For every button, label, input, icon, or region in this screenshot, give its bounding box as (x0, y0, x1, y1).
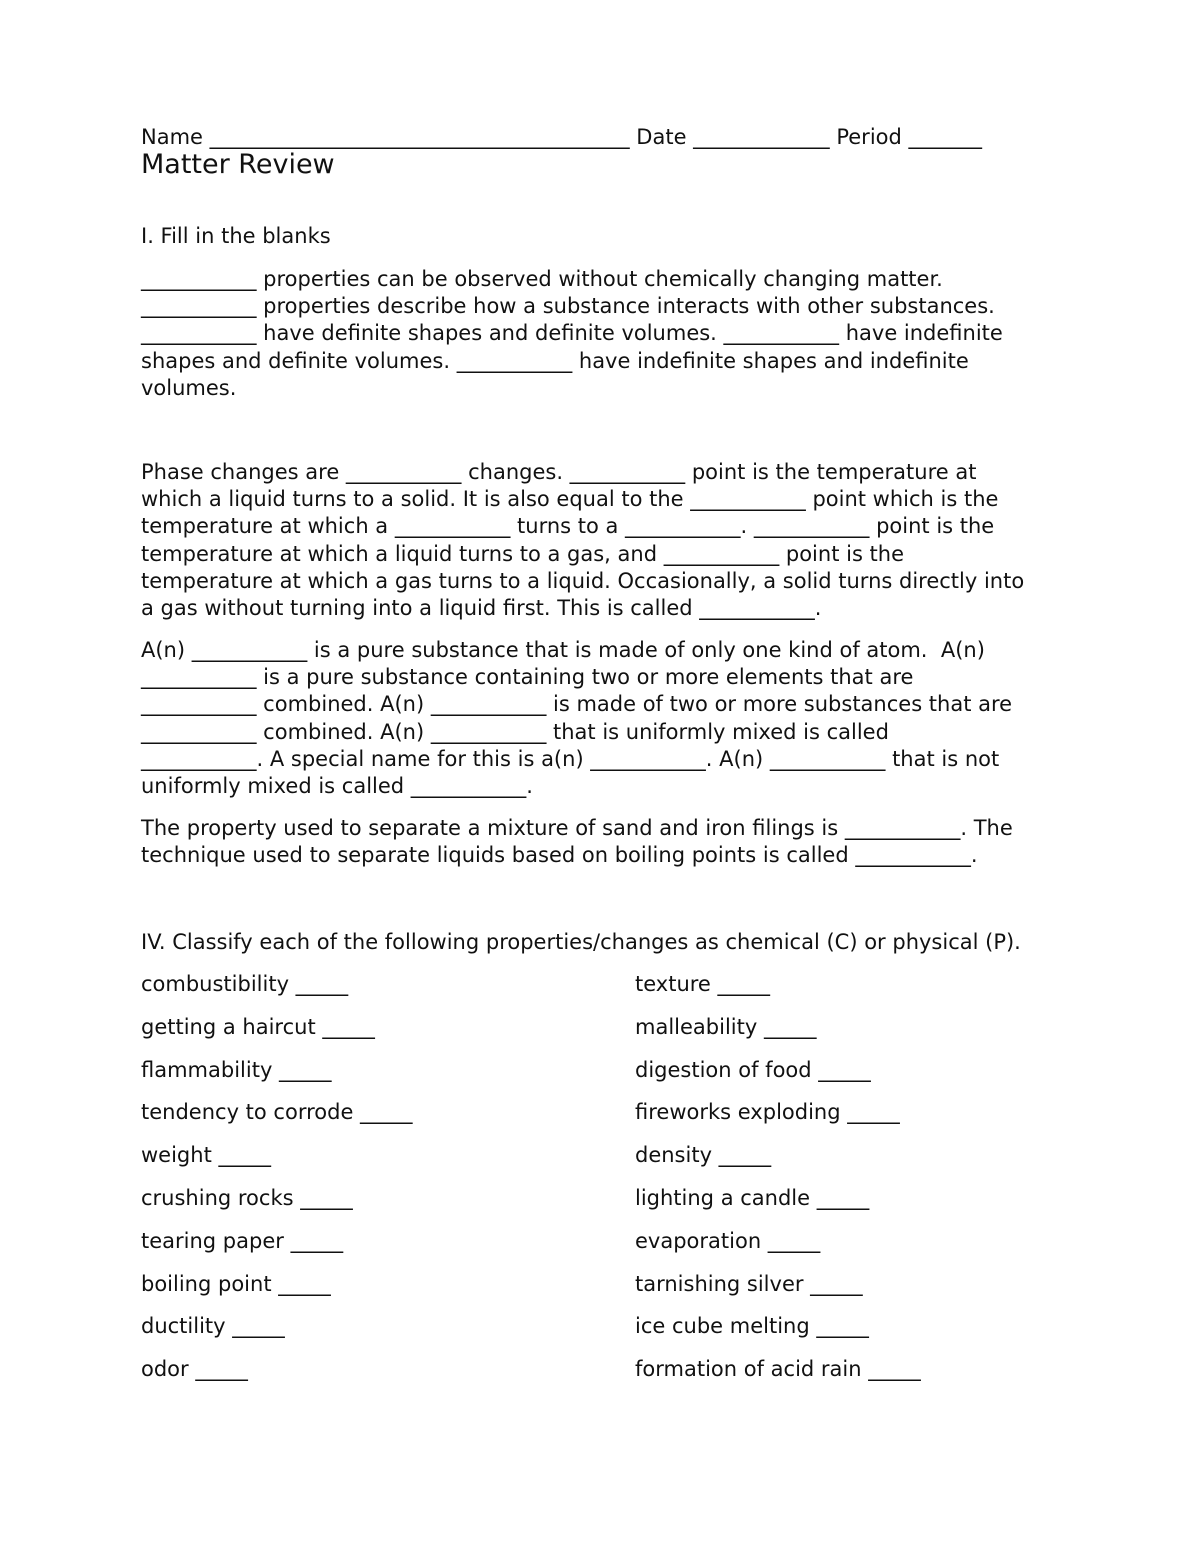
paragraph-line: ___________ have definite shapes and definite volumes. ___________ have indefinite (141, 321, 1003, 346)
classify-item: density _____ (635, 1143, 772, 1168)
classify-item: getting a haircut _____ (141, 1014, 375, 1039)
paragraph-line: temperature at which a gas turns to a liquid. Occasionally, a solid turns directly into (141, 568, 1025, 593)
classify-item: digestion of food _____ (635, 1057, 871, 1082)
classify-item: formation of acid rain _____ (635, 1357, 921, 1382)
paragraph-line: ___________ combined. A(n) ___________ is made of two or more substances that are (141, 692, 1013, 717)
paragraph-line: A(n) ___________ is a pure substance that is made of only one kind of atom. A(n) (141, 638, 985, 662)
classify-item: evaporation _____ (635, 1228, 821, 1253)
classify-item: fireworks exploding _____ (635, 1100, 900, 1125)
classify-list-left (141, 968, 413, 1396)
section-1-heading: I. Fill in the blanks (141, 224, 331, 248)
paragraph-line: ___________ properties can be observed without chemically changing matter. (141, 267, 943, 291)
classify-item: tendency to corrode _____ (141, 1100, 413, 1125)
classify-item: ductility _____ (141, 1314, 285, 1339)
page-title: Matter Review (141, 149, 335, 180)
classify-item: malleability _____ (635, 1014, 817, 1039)
classify-item: boiling point _____ (141, 1271, 331, 1296)
classify-item: crushing rocks _____ (141, 1185, 353, 1210)
paragraph-line: ___________ combined. A(n) ___________ that is uniformly mixed is called (141, 719, 889, 744)
paragraph-line: temperature at which a ___________ turns to a ___________. ___________ point is the (141, 514, 995, 539)
paragraph-substances-mixtures (141, 637, 1071, 800)
paragraph-line: which a liquid turns to a solid. It is also equal to the ___________ point which is the (141, 487, 999, 512)
classify-item: combustibility _____ (141, 972, 349, 996)
paragraph-line: a gas without turning into a liquid first. This is called ___________. (141, 596, 822, 621)
paragraph-line: The property used to separate a mixture of sand and iron filings is ___________. The (141, 816, 1013, 840)
paragraph-line: Phase changes are ___________ changes. ___________ point is the temperature at (141, 460, 977, 484)
paragraph-line: technique used to separate liquids based on boiling points is called ___________. (141, 843, 978, 868)
classify-item: texture _____ (635, 972, 771, 996)
classify-item: tearing paper _____ (141, 1228, 344, 1253)
paragraph-properties-states (141, 266, 1071, 402)
classify-item: flammability _____ (141, 1057, 332, 1082)
classify-list-right (635, 968, 921, 1396)
paragraph-line: volumes. (141, 375, 237, 400)
section-4-heading: IV. Classify each of the following properties/changes as chemical (C) or physical (P). (141, 930, 1021, 954)
paragraph-line: ___________ is a pure substance containing two or more elements that are (141, 665, 914, 690)
classify-item: tarnishing silver _____ (635, 1271, 863, 1296)
name-date-period-line: Name ________________________________________ Date _____________ Period _______ (141, 125, 983, 149)
paragraph-line: temperature at which a liquid turns to a gas, and ___________ point is the (141, 541, 905, 566)
paragraph-line: uniformly mixed is called ___________. (141, 774, 533, 799)
paragraph-line: ___________ properties describe how a substance interacts with other substances. (141, 294, 995, 319)
paragraph-separation (141, 815, 1071, 869)
classify-item: ice cube melting _____ (635, 1314, 869, 1339)
classify-item: weight _____ (141, 1143, 271, 1168)
classify-item: lighting a candle _____ (635, 1185, 870, 1210)
paragraph-line: ___________. A special name for this is a(n) ___________. A(n) ___________ that is not (141, 746, 1000, 771)
paragraph-phase-changes (141, 459, 1071, 622)
paragraph-line: shapes and definite volumes. ___________ have indefinite shapes and indefinite (141, 348, 969, 373)
classify-item: odor _____ (141, 1357, 248, 1382)
